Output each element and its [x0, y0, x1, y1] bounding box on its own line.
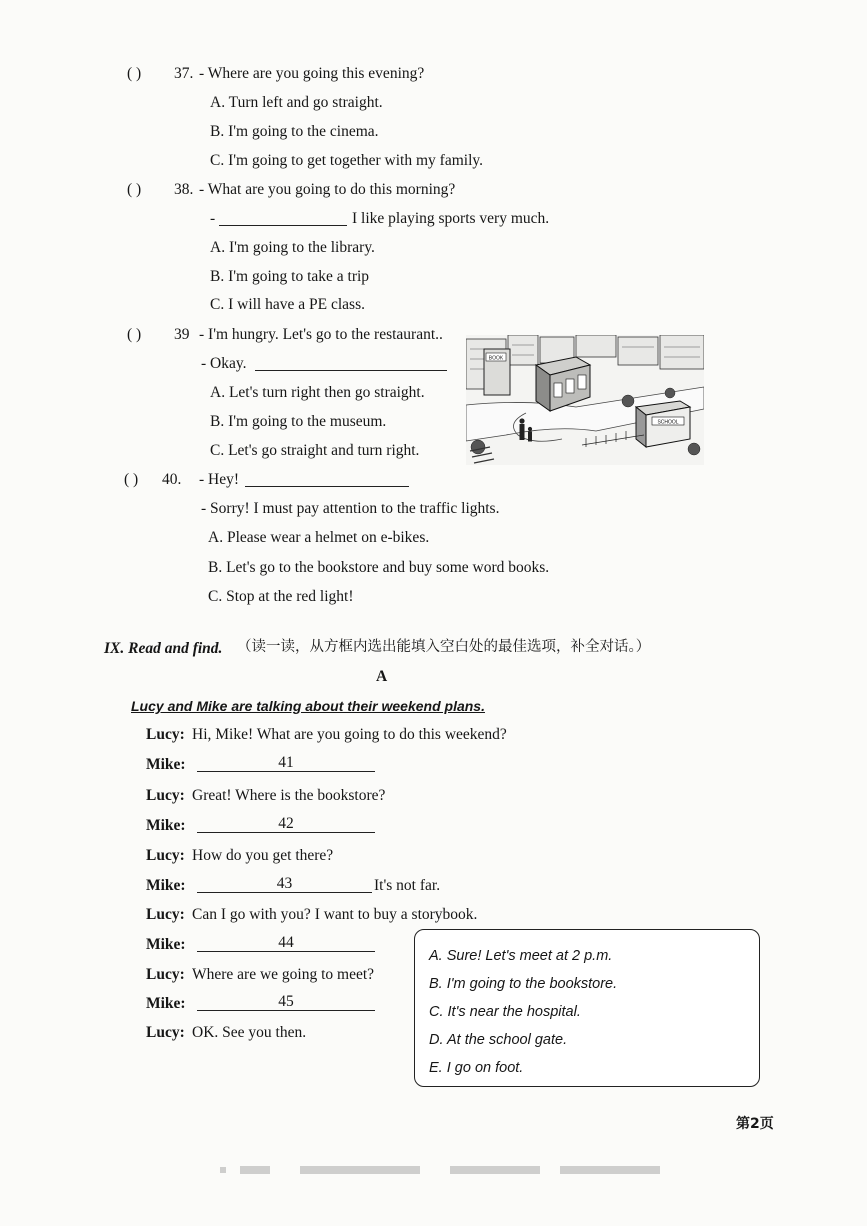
question-prompt-37: - Where are you going this evening? [199, 65, 425, 82]
question-number-38: 38. [174, 181, 194, 198]
question-number-40: 40. [162, 471, 182, 488]
blank-number: 42 [278, 815, 294, 832]
response-text-40: - Sorry! I must pay attention to the traffic lights. [201, 500, 500, 517]
blank-number: 44 [278, 934, 294, 951]
section-title: IX. Read and find. [104, 640, 223, 657]
option-37-b: B. I'm going to the cinema. [210, 123, 379, 140]
option-39-b: B. I'm going to the museum. [210, 413, 387, 430]
response-text-38: I like playing sports very much. [352, 210, 550, 227]
speaker-lucy: Lucy: [146, 847, 185, 864]
dialogue-line: Great! Where is the bookstore? [192, 787, 386, 804]
speaker-mike: Mike: [146, 756, 186, 773]
dialogue-line: Can I go with you? I want to buy a storybook. [192, 906, 478, 923]
blank-number: 45 [278, 993, 294, 1010]
answer-blank-39[interactable] [255, 356, 447, 371]
option-40-b: B. Let's go to the bookstore and buy some word books. [208, 559, 550, 576]
page-number: 第2页 [736, 1116, 774, 1132]
speaker-lucy: Lucy: [146, 787, 185, 804]
dialogue-line: How do you get there? [192, 847, 334, 864]
box-option-d: D. At the school gate. [429, 1032, 568, 1048]
dialogue-after-text: It's not far. [374, 877, 441, 894]
answer-blank-40[interactable] [245, 472, 409, 487]
option-38-a: A. I'm going to the library. [210, 239, 375, 256]
question-number-39: 39 [174, 326, 190, 343]
answer-paren-37[interactable]: ( ) [127, 65, 142, 82]
option-37-a: A. Turn left and go straight. [210, 94, 383, 111]
answer-paren-39[interactable]: ( ) [127, 326, 142, 343]
blank-number: 41 [278, 754, 294, 771]
street-map-illustration [466, 335, 704, 465]
dialogue-subtitle: Lucy and Mike are talking about their weekend plans. [131, 698, 485, 714]
answer-paren-38[interactable]: ( ) [127, 181, 142, 198]
option-38-b: B. I'm going to take a trip [210, 268, 370, 285]
response-dash-38: - [210, 210, 216, 227]
bleed-through-mark [220, 1163, 670, 1177]
option-37-c: C. I'm going to get together with my family. [210, 152, 483, 169]
speaker-mike: Mike: [146, 817, 186, 834]
dialogue-blank-45[interactable] [197, 993, 375, 1011]
school-sign-label: SCHOOL [657, 419, 679, 426]
question-prompt-40: - Hey! [199, 471, 240, 488]
box-option-b: B. I'm going to the bookstore. [429, 976, 618, 992]
box-option-e: E. I go on foot. [429, 1060, 524, 1076]
option-40-c: C. Stop at the red light! [208, 588, 354, 605]
book-sign-label: BOOK [488, 355, 504, 362]
options-box [414, 929, 760, 1087]
dialogue-line: Where are we going to meet? [192, 966, 375, 983]
answer-blank-38[interactable] [219, 211, 347, 226]
question-prompt-38: - What are you going to do this morning? [199, 181, 456, 198]
option-39-a: A. Let's turn right then go straight. [210, 384, 425, 401]
speaker-mike: Mike: [146, 936, 186, 953]
box-option-c: C. It's near the hospital. [429, 1004, 581, 1020]
dialogue-line: Hi, Mike! What are you going to do this weekend? [192, 726, 507, 743]
question-prompt-39: - I'm hungry. Let's go to the restaurant.. [199, 326, 443, 343]
box-option-a: A. Sure! Let's meet at 2 p.m. [429, 948, 613, 964]
response-text-39: - Okay. [201, 355, 247, 372]
dialogue-blank-44[interactable] [197, 934, 375, 952]
speaker-lucy: Lucy: [146, 1024, 185, 1041]
dialogue-blank-41[interactable] [197, 754, 375, 772]
dialogue-line: OK. See you then. [192, 1024, 307, 1041]
answer-paren-40[interactable]: ( ) [124, 471, 139, 488]
dialogue-blank-43[interactable] [197, 875, 372, 893]
section-instruction: （读一读，从方框内选出能填入空白处的最佳选项，补全对话。） [237, 639, 651, 655]
speaker-mike: Mike: [146, 877, 186, 894]
part-label: A [376, 668, 388, 685]
blank-number: 43 [276, 875, 293, 892]
speaker-lucy: Lucy: [146, 906, 185, 923]
option-39-c: C. Let's go straight and turn right. [210, 442, 420, 459]
speaker-mike: Mike: [146, 995, 186, 1012]
speaker-lucy: Lucy: [146, 726, 185, 743]
speaker-lucy: Lucy: [146, 966, 185, 983]
option-40-a: A. Please wear a helmet on e-bikes. [208, 529, 430, 546]
option-38-c: C. I will have a PE class. [210, 296, 365, 313]
dialogue-blank-42[interactable] [197, 815, 375, 833]
question-number-37: 37. [174, 65, 194, 82]
